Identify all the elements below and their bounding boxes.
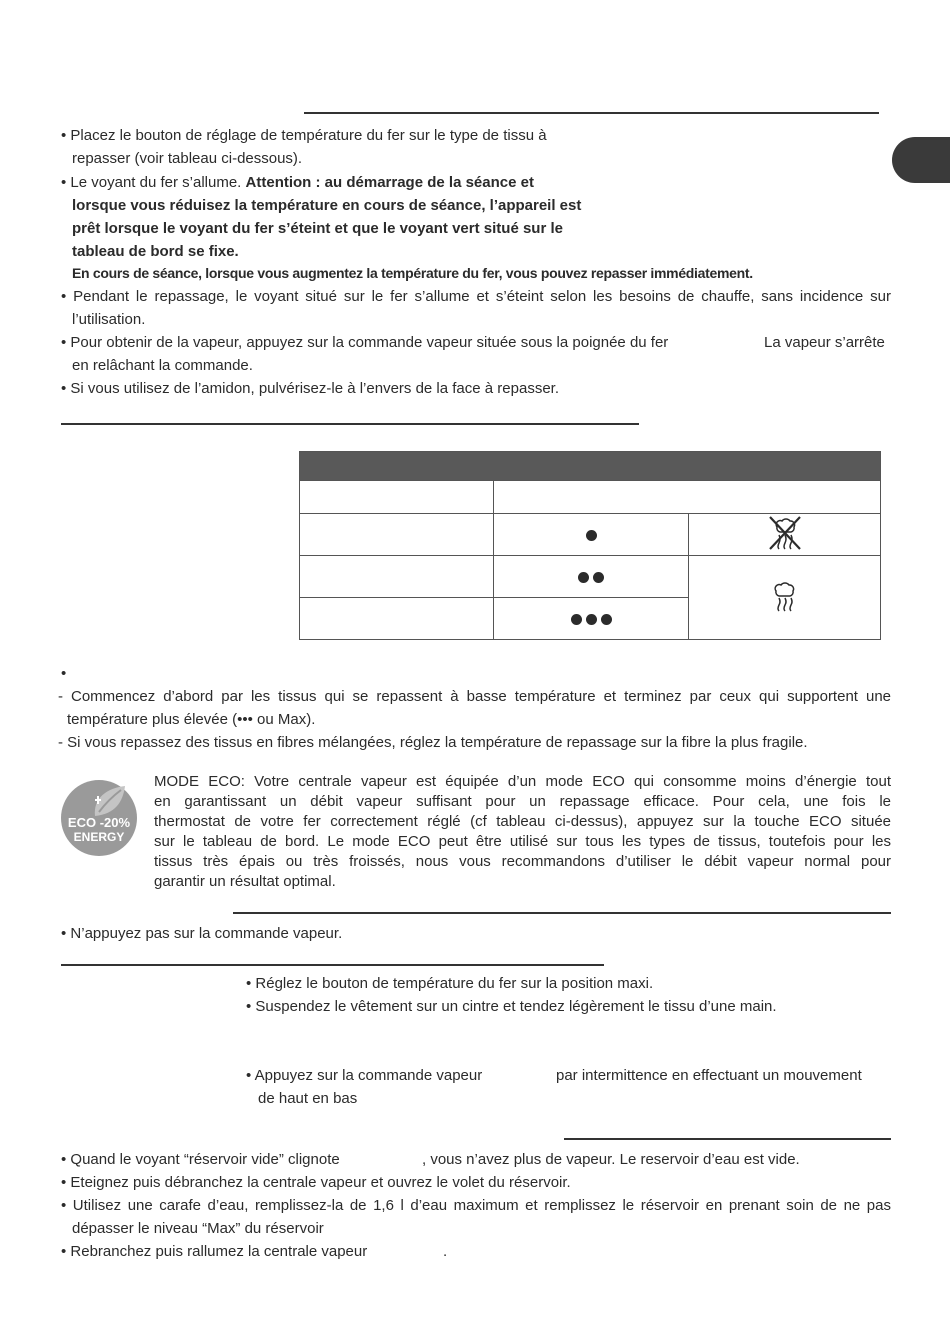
instruction-line — [61, 171, 534, 194]
table-header-row — [300, 452, 881, 481]
heading-rule — [564, 1138, 891, 1140]
warning-text: Attention : au démarrage de la séance et — [245, 174, 534, 191]
table-cell — [689, 514, 881, 556]
instruction-line: • N’appuyez pas sur la commande vapeur. — [61, 925, 343, 942]
tip-line: - Si vous repassez des tissus en fibres mélangées, réglez la température de repassage sur la fibre la plus fragile. — [58, 734, 808, 751]
one-dot-setting — [494, 514, 689, 556]
instruction-line: , vous n’avez plus de vapeur. Le reservoir d’eau est vide. — [422, 1151, 800, 1168]
instruction-line: • Réglez le bouton de température du fer sur la position maxi. — [246, 975, 654, 992]
section-tab — [892, 137, 950, 183]
instruction-line: en relâchant la commande. — [72, 357, 253, 374]
warning-text: prêt lorsque le voyant du fer s’éteint et que le voyant vert situé sur le — [72, 220, 563, 237]
table-cell — [300, 481, 494, 514]
instruction-line: • Pendant le repassage, le voyant situé sur le fer s’allume et s’éteint selon les besoins de chauffe, sans incidence sur — [61, 288, 891, 305]
eco-text: tissus très épais ou très froissés, nous vous recommandons d’utiliser le débit vapeur normal pour — [154, 853, 891, 870]
steam-icon — [769, 579, 801, 613]
instruction-line: dépasser le niveau “Max” du réservoir — [72, 1220, 324, 1237]
eco-label: ECO — [67, 815, 97, 830]
three-dot-setting — [494, 598, 689, 640]
tip-line: température plus élevée (••• ou Max). — [67, 711, 316, 728]
instruction-line: • Eteignez puis débranchez la centrale vapeur et ouvrez le volet du réservoir. — [61, 1174, 571, 1191]
table-cell — [300, 598, 494, 640]
instruction-line: • Placez le bouton de réglage de température du fer sur le type de tissu à — [61, 127, 547, 144]
tip-line: - Commencez d’abord par les tissus qui se repassent à basse température et terminez par ceux qui supportent une — [58, 688, 891, 705]
no-steam-icon — [768, 515, 802, 551]
eco-text: garantir un résultat optimal. — [154, 873, 336, 890]
two-dot-setting — [494, 556, 689, 598]
eco-text: thermostat de votre fer correctement réglé (cf tableau ci-dessus), appuyez sur la touche ECO située — [154, 813, 891, 830]
warning-text: En cours de séance, lorsque vous augmentez la température du fer, vous pouvez repasser immédiatement. — [72, 265, 753, 281]
eco-text: MODE ECO: Votre centrale vapeur est équipée d’un mode ECO qui consomme moins d’énergie tout — [154, 773, 891, 790]
table-cell — [300, 556, 494, 598]
tips-bullet: • — [61, 665, 67, 682]
instruction-line: . — [443, 1243, 448, 1260]
instruction-line: de haut en bas — [258, 1090, 358, 1107]
table-cell — [689, 556, 881, 640]
instruction-line: • Si vous utilisez de l’amidon, pulvérisez-le à l’envers de la face à repasser. — [61, 380, 559, 397]
instruction-line: • Pour obtenir de la vapeur, appuyez sur la commande vapeur située sous la poignée du fer — [61, 334, 669, 351]
heading-rule — [61, 964, 604, 966]
table-header — [300, 452, 881, 481]
temperature-table — [299, 451, 881, 640]
eco-percent: -20% — [99, 815, 131, 830]
table-cell — [300, 514, 494, 556]
instruction-line: l’utilisation. — [72, 311, 146, 328]
instruction-line: repasser (voir tableau ci-dessous). — [72, 150, 303, 167]
heading-rule — [304, 112, 879, 114]
instruction-line: • Quand le voyant “réservoir vide” clignote — [61, 1151, 340, 1168]
instruction-text: • Le voyant du fer s’allume. — [61, 174, 242, 191]
instruction-line: par intermittence en effectuant un mouvement — [556, 1067, 862, 1084]
eco-energy-badge — [61, 780, 137, 856]
instruction-line: • Rebranchez puis rallumez la centrale vapeur — [61, 1243, 368, 1260]
instruction-line: • Appuyez sur la commande vapeur — [246, 1067, 483, 1084]
eco-energy-label: ENERGY — [73, 830, 125, 844]
instruction-line: La vapeur s’arrête — [764, 334, 885, 351]
table-cell — [494, 481, 881, 514]
eco-text: en garantissant un débit vapeur suffisant pour un repassage efficace. Pour cela, une fois le — [154, 793, 891, 810]
table-row — [300, 514, 881, 556]
warning-text: tableau de bord se fixe. — [72, 243, 239, 260]
warning-text: lorsque vous réduisez la température en cours de séance, l’appareil est — [72, 197, 582, 214]
instruction-line: • Suspendez le vêtement sur un cintre et tendez légèrement le tissu d’une main. — [246, 998, 777, 1015]
eco-text: sur le tableau de bord. Le mode ECO peut être utilisé sur tous les types de tissus, toutefois pour les — [154, 833, 891, 850]
table-row — [300, 481, 881, 514]
table-row — [300, 556, 881, 598]
instruction-line: • Utilisez une carafe d’eau, remplissez-la de 1,6 l d’eau maximum et remplissez le réservoir en prenant soin de ne pas — [61, 1197, 891, 1214]
heading-rule — [61, 423, 639, 425]
heading-rule — [233, 912, 891, 914]
